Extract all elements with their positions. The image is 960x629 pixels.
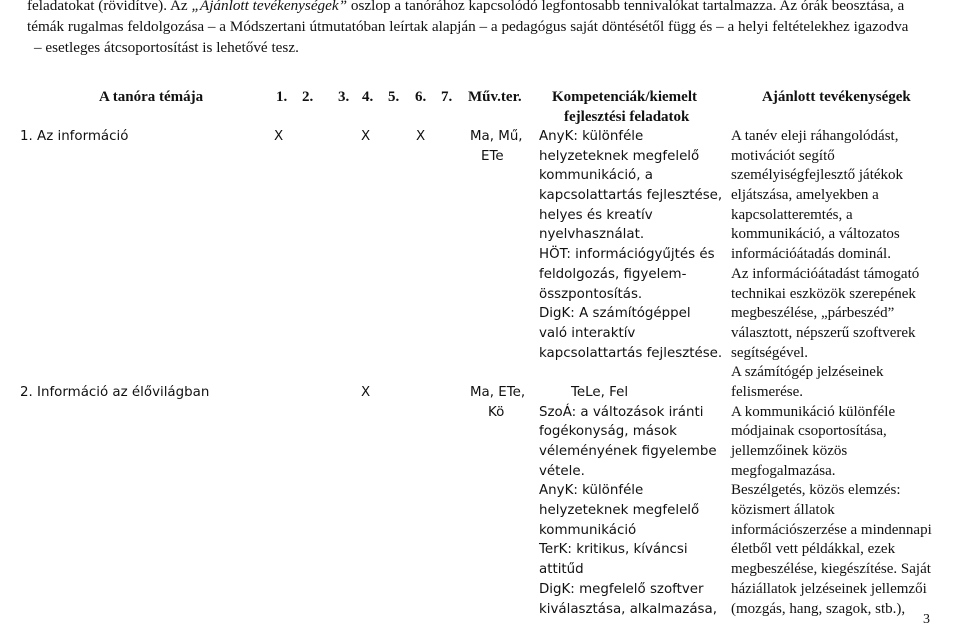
intro-line-1-start: feladatokat (rövidítve). Az bbox=[27, 0, 192, 14]
competence-line: nyelvhasználat. bbox=[539, 227, 645, 243]
competence-line: való interaktív bbox=[539, 325, 636, 341]
competence-line: fogékonyság, mások bbox=[539, 424, 677, 440]
header-grade-7: 7. bbox=[441, 89, 453, 105]
competence-line: TeLe, Fel bbox=[571, 384, 629, 400]
header-grade-6: 6. bbox=[415, 89, 427, 105]
header-grade-1: 1. bbox=[276, 89, 288, 105]
activity-line: eljátszása, amelyekben a bbox=[731, 187, 879, 204]
activity-line: megbeszélése, kiegészítése. Saját bbox=[731, 561, 931, 578]
competence-line: AnyK: különféle bbox=[539, 129, 644, 144]
row-2-mark-grade-3: X bbox=[361, 385, 371, 400]
header-muvter: Műv.ter. bbox=[468, 89, 522, 105]
activities-column bbox=[731, 127, 932, 619]
activity-line: megfogalmazása. bbox=[731, 462, 836, 479]
intro-emphasis: „Ajánlott tevékenységek” bbox=[191, 0, 348, 14]
row-1-muvter-line-2: ETe bbox=[481, 149, 504, 164]
competence-column bbox=[539, 127, 722, 619]
header-grade-4: 4. bbox=[362, 89, 374, 105]
row-1-mark-grade-2: X bbox=[361, 129, 371, 144]
competence-line: feldolgozás, figyelem- bbox=[539, 266, 687, 282]
header-grade-2: 2. bbox=[302, 89, 314, 105]
header-competence-line-2: fejlesztési feladatok bbox=[564, 109, 690, 125]
activity-line: kapcsolatteremtés, a bbox=[731, 206, 853, 223]
activity-line: segítségével. bbox=[731, 344, 809, 361]
activity-line: A számítógép jelzéseinek bbox=[731, 364, 884, 381]
competence-line: helyzeteknek megfelelő bbox=[539, 503, 700, 519]
competence-line: véleményének figyelembe bbox=[539, 444, 717, 459]
row-1-mark-grade-3: X bbox=[416, 129, 426, 144]
competence-line: kommunikáció, a bbox=[539, 168, 653, 184]
competence-line: TerK: kritikus, kíváncsi bbox=[539, 542, 688, 558]
competence-line: AnyK: különféle bbox=[539, 483, 644, 499]
activity-line: A kommunikáció különféle bbox=[731, 403, 896, 420]
competence-line: kiválasztása, alkalmazása, bbox=[539, 601, 717, 617]
competence-line: DigK: megfelelő szoftver bbox=[539, 581, 704, 597]
activity-line: életből vett példákkal, ezek bbox=[731, 541, 896, 558]
row-2-muvter-line-1: Ma, ETe, bbox=[470, 385, 526, 400]
activity-line: választott, népszerű szoftverek bbox=[731, 324, 916, 341]
activity-line: Beszélgetés, közös elemzés: bbox=[731, 482, 901, 499]
activity-line: közismert állatok bbox=[731, 502, 835, 519]
activity-line: módjainak csoportosítása, bbox=[731, 423, 887, 440]
activity-line: információátadás dominál. bbox=[731, 246, 891, 263]
competence-line: SzoÁ: a változások iránti bbox=[539, 404, 704, 420]
intro-line-1-end: oszlop a tanórához kapcsolódó legfontosabb tennivalókat tartalmazza. Az órák beosztása, a bbox=[347, 0, 905, 14]
row-1-topic: 1. Az információ bbox=[20, 129, 129, 144]
intro-line-1 bbox=[27, 0, 904, 16]
competence-line: kapcsolattartás fejlesztése, bbox=[539, 188, 723, 204]
header-activities: Ajánlott tevékenységek bbox=[762, 89, 911, 105]
activity-line: felismerése. bbox=[731, 383, 804, 400]
row-1-muvter-line-1: Ma, Mű, bbox=[470, 129, 523, 144]
activity-line: motivációt segítő bbox=[731, 147, 835, 164]
header-grade-3: 3. bbox=[338, 89, 350, 105]
activity-line: információszerzése a mindennapi bbox=[731, 521, 932, 538]
activity-line: megbeszélése, „párbeszéd” bbox=[731, 305, 895, 322]
competence-line: kommunikáció bbox=[539, 522, 637, 538]
competence-line: DigK: A számítógéppel bbox=[539, 306, 691, 322]
activity-line: háziállatok jelzéseinek jellemzői bbox=[731, 580, 927, 597]
intro-line-2: témák rugalmas feldolgozása – a Módszertani útmutatóban leírtak alapján – a pedagógus saját döntésétől függ és – a helyi feltételekhez igazodva bbox=[27, 18, 909, 35]
header-competence-line-1: Kompetenciák/kiemelt bbox=[552, 89, 697, 105]
activity-line: kommunikáció, a változatos bbox=[731, 226, 900, 243]
activity-line: A tanév eleji ráhangolódást, bbox=[731, 128, 899, 144]
activity-line: (mozgás, hang, szagok, stb.), bbox=[731, 600, 906, 617]
page-number: 3 bbox=[923, 612, 930, 627]
competence-line: helyzeteknek megfelelő bbox=[539, 148, 700, 164]
competence-line-spacer bbox=[539, 363, 722, 383]
competence-line: összpontosítás. bbox=[539, 286, 643, 302]
activity-line: technikai eszközök szerepének bbox=[731, 285, 916, 302]
competence-line: helyes és kreatív bbox=[539, 207, 653, 223]
header-grade-5: 5. bbox=[388, 89, 400, 105]
header-topic: A tanóra témája bbox=[99, 89, 204, 105]
intro-line-3: – esetleges átcsoportosítást is lehetővé tesz. bbox=[34, 39, 299, 56]
competence-line: kapcsolattartás fejlesztése. bbox=[539, 345, 723, 361]
competence-line: vétele. bbox=[539, 463, 585, 479]
row-1-mark-grade-1: X bbox=[274, 129, 284, 144]
row-2-muvter-line-2: Kö bbox=[488, 405, 505, 420]
activity-line: Az információátadást támogató bbox=[731, 265, 920, 282]
row-2-topic: 2. Információ az élővilágban bbox=[20, 385, 210, 400]
competence-line: HÖT: információgyűjtés és bbox=[539, 247, 715, 263]
competence-line: attitűd bbox=[539, 562, 584, 578]
activity-line: jellemzőinek közös bbox=[731, 443, 848, 459]
activity-line: személyiségfejlesztő játékok bbox=[731, 167, 904, 184]
